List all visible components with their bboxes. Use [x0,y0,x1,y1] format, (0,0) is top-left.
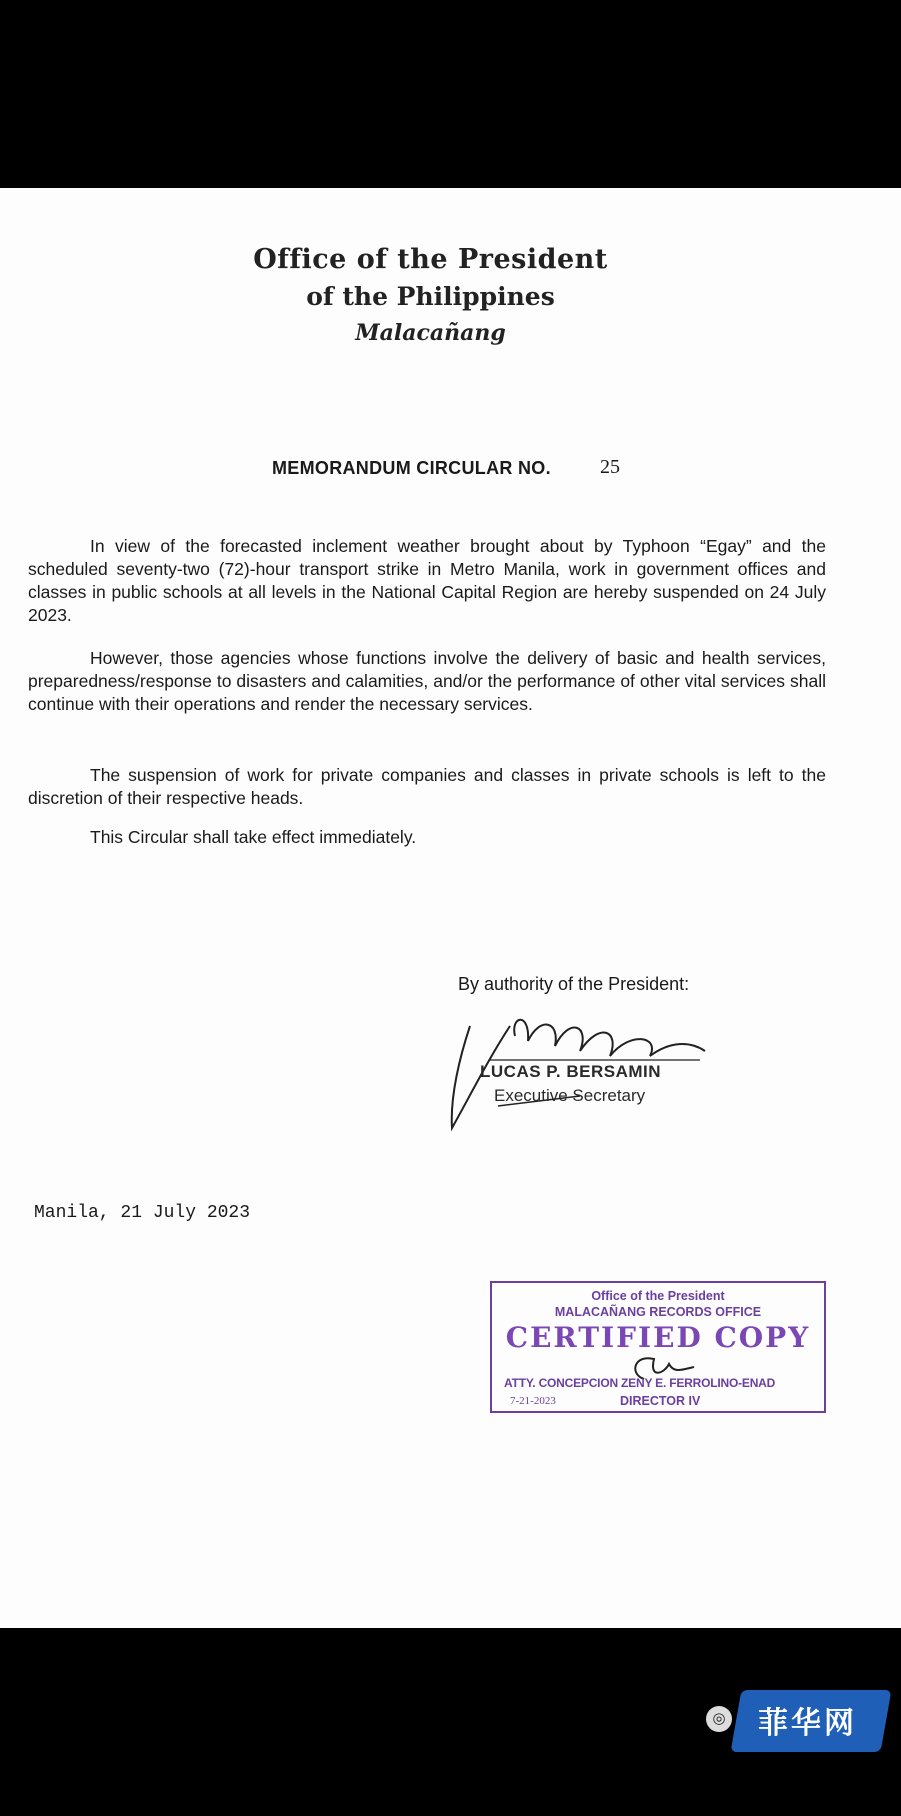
stamp-certifier: ATTY. CONCEPCION ZENY E. FERROLINO-ENAD [504,1376,776,1390]
top-black-bar [0,0,901,188]
authority-line: By authority of the President: [458,974,690,994]
stamp-label: CERTIFIED COPY [505,1321,811,1354]
letterhead-line-3: Malacañang [355,320,506,346]
document-page [0,188,901,1628]
signer-title: Executive Secretary [494,1086,646,1105]
letterhead-line-2: of the Philippines [306,282,555,311]
stamp-handwritten-date: 7-21-2023 [510,1395,556,1407]
signer-name: LUCAS P. BERSAMIN [480,1062,662,1081]
memo-title: MEMORANDUM CIRCULAR NO. [272,458,551,478]
letterhead-line-1: Office of the President [253,244,608,275]
dateline: Manila, 21 July 2023 [34,1203,251,1223]
stamp-office: Office of the President [591,1289,725,1303]
stamp-records-office: MALACAÑANG RECORDS OFFICE [554,1305,762,1319]
memo-number: 25 [600,456,620,478]
body-paragraph-1: In view of the forecasted inclement weather brought about by Typhoon “Egay” and the scheduled seventy-two (72)-hour transport strike in Metro Manila, work in government offices and classes in public schools at all levels in the National Capital Region are hereby suspended on 24 July 2023. [28,536,826,625]
body-paragraph-3: The suspension of work for private companies and classes in private schools is left to the discretion of their respective heads. [28,765,826,808]
watermark-text: 菲华网 [758,1706,857,1741]
certified-copy-stamp [490,1281,826,1413]
stamp-certifier-title: DIRECTOR IV [620,1394,701,1408]
body-paragraph-4: This Circular shall take effect immediately. [90,827,417,847]
chat-icon: ◎ [706,1706,732,1732]
body-paragraph-2: However, those agencies whose functions involve the delivery of basic and health services, preparedness/response to disasters and calamities, and/or the performance of other vital services shall continue with their operations and render the necessary services. [28,648,826,714]
